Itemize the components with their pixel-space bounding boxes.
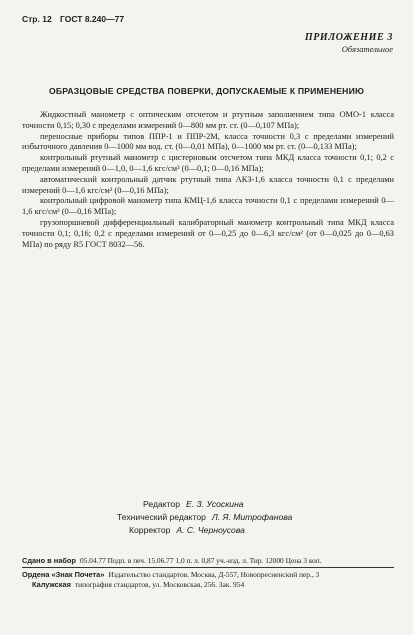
printer-text: типография стандартов, ул. Московская, 256. Зак. 954 xyxy=(74,580,245,589)
imprint-block xyxy=(22,556,394,590)
credit-role: Редактор xyxy=(143,499,180,509)
paragraph-omo: Жидкостный манометр с оптическим отсчетом и ртутным заполнением типа ОМО-1 класса точности 0,15; 0,30 с пределами измерений 0—800 мм рт. ст. (0—0,107 МПа); xyxy=(22,110,394,130)
credit-proofreader xyxy=(0,524,413,537)
credit-technical-editor xyxy=(0,511,413,524)
print-details xyxy=(22,556,394,568)
credit-role: Технический редактор xyxy=(117,512,206,522)
annex-status: Обязательное xyxy=(341,44,393,54)
print-details-text: 05.04.77 Подп. в печ. 15.06.77 1,0 п. л. 0,87 уч.-изд. л. Тир. 12000 Цена 3 коп. xyxy=(79,556,322,565)
section-title: ОБРАЗЦОВЫЕ СРЕДСТВА ПОВЕРКИ, ДОПУСКАЕМЫЕ К ПРИМЕНЕНИЮ xyxy=(48,86,365,96)
editorial-credits xyxy=(0,498,413,537)
credit-role: Корректор xyxy=(129,525,171,535)
annex-label xyxy=(305,32,393,54)
printer-line xyxy=(22,580,394,590)
credit-name: Л. Я. Митрофанова xyxy=(211,512,293,522)
credit-name: Е. З. Усоскина xyxy=(186,499,244,509)
credit-editor xyxy=(0,498,413,511)
paragraph-kmc: контрольный цифровой манометр типа КМЦ-1,6 класса точности 0,1 с пределами измерений 0—1,6 кгс/см² (0—0,16 МПа); xyxy=(22,196,394,217)
paragraph-gruzoporshnevoy: грузопоршневой дифференциальный калибраторный манометр контрольный типа МКД класса точности 0,1; 0,16; 0,2 с пределами измерений от 0—0,25 до 0—6,3 кгс/см² (от 0—0,025 до 0—0,63 МПа) по ряду R5 ГОСТ 8032—56. xyxy=(22,217,394,249)
paragraph-ppr: переносные приборы типов ППР-1 и ППР-2М, класса точности 0,3 с пределами измерений избыточного давления 0—1000 мм вод. ст. (0—0,01 МПа), 0—1000 мм рт. ст. (0—0,133 МПа); xyxy=(22,131,394,152)
paragraph-akz: автоматический контрольный датчик ртутный типа АКЗ-1,6 класса точности 0,1 с пределами измерений 0—1,6 кгс/см² (0—0,16 МПа); xyxy=(22,174,394,195)
paragraph-mkd: контрольный ртутный манометр с цистерновым отсчетом типа МКД класса точности 0,1; 0,2 с пределами измерений 0—1,0, 0—1,6 кгс/см² (0—0,1; 0—0,16 МПа); xyxy=(22,153,394,173)
annex-title: ПРИЛОЖЕНИЕ 3 xyxy=(304,32,393,43)
printer-lead: Калужская xyxy=(32,580,71,589)
page-number: Стр. 12 xyxy=(22,14,52,24)
standard-number: ГОСТ 8.240—77 xyxy=(60,14,125,24)
credit-name: А. С. Черноусова xyxy=(176,525,245,535)
publisher-line xyxy=(22,570,394,580)
running-head xyxy=(22,14,124,24)
instrument-list xyxy=(22,110,394,250)
print-details-lead: Сдано в набор xyxy=(22,556,76,565)
publisher-text: Издательство стандартов. Москва, Д-557, Новопресненский пер., 3 xyxy=(108,570,320,579)
publisher-lead: Ордена «Знак Почета» xyxy=(22,570,105,579)
